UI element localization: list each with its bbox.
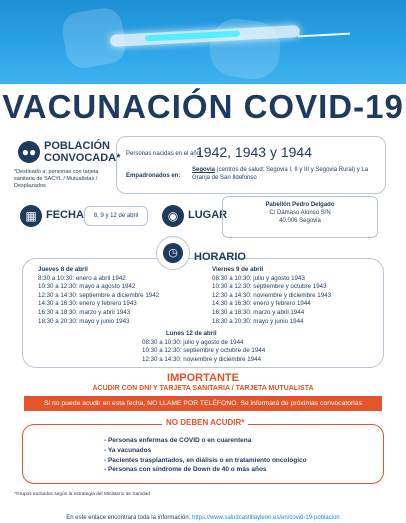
schedule-row: 14:30 a 16:30: enero y febrero 1943 bbox=[38, 300, 137, 308]
schedule-row: 10:30 a 12:30: septiembre y octubre 1943 bbox=[212, 283, 327, 291]
empadronados-value bbox=[192, 166, 382, 182]
footer-info bbox=[0, 515, 406, 521]
birth-years: 1942, 1943 y 1944 bbox=[196, 144, 312, 160]
jueves-column bbox=[38, 266, 159, 326]
destinado-note: *Destinado a: personas con tarjeta sanitaria de SACYL / Mutualistas / Desplazados bbox=[14, 169, 99, 189]
lugar-label: LUGAR bbox=[188, 209, 228, 221]
schedule-row: 12:30 a 14:30: septiembre a diciembre 1942 bbox=[38, 291, 160, 299]
lugar-line1: Pabellón Pedro Delgado bbox=[265, 202, 335, 208]
fecha-label: FECHA bbox=[46, 209, 84, 221]
schedule-row: 12:30 a 14:30: noviembre y diciembre 1943 bbox=[212, 291, 332, 299]
lugar-line3: 40.006 Segovia bbox=[279, 218, 321, 224]
schedule-row: 8:30 a 10:30: enero a abril 1942 bbox=[38, 274, 126, 282]
schedule-row: 18:30 a 20:30: mayo y junio 1944 bbox=[212, 317, 304, 325]
lunes-column bbox=[142, 330, 265, 364]
schedule-row: 16:30 a 18:30: marzo y abril 1944 bbox=[212, 308, 305, 316]
horario-heading: HORARIO bbox=[194, 251, 246, 263]
day-heading: Jueves 8 de abril bbox=[38, 266, 88, 273]
viernes-column bbox=[212, 266, 331, 326]
lugar-line2: C/ Dámaso Alonso S/N bbox=[269, 210, 331, 216]
nacidas-label: Personas nacidas en el año: bbox=[126, 151, 202, 157]
segovia-detail: (centros de salud: Segovia I, II y III y Segovia Rural) y La Granja de San Ildefonso bbox=[192, 167, 369, 181]
location-pin-icon: ◉ bbox=[162, 205, 184, 227]
list-item: - Ya vacunados bbox=[104, 446, 152, 454]
schedule-row: 10:30 a 12:30: septiembre y octubre de 1944 bbox=[142, 347, 266, 355]
info-link[interactable]: https://www.saludcastillayleon.es/en/covid-19-poblacion bbox=[192, 515, 340, 521]
lugar-box bbox=[222, 196, 378, 238]
schedule-row: 12:30 a 14:30: noviembre y diciembre 1944 bbox=[142, 355, 262, 363]
needle-icon bbox=[298, 33, 350, 38]
schedule-row: 14:30 a 16:30: enero y febrero 1944 bbox=[212, 300, 311, 308]
importante-heading: IMPORTANTE bbox=[167, 372, 239, 384]
schedule-row: 08:30 a 10:30: julio y agosto 1943 bbox=[212, 274, 305, 282]
hero-vaccine-image bbox=[0, 0, 406, 84]
clock-badge bbox=[156, 236, 190, 270]
acudir-note: ACUDIR CON DNI Y TARJETA SANITARIA / TARJETA MUTUALISTA bbox=[92, 385, 314, 392]
day-heading: Lunes 12 de abril bbox=[166, 330, 217, 337]
no-llame-banner: Si no puede acudir en esta fecha, NO LLAME POR TELÉFONO. Se informará de próximas convocatorias bbox=[24, 396, 382, 411]
schedule-row: 16:30 a 18:30: marzo y abril 1943 bbox=[38, 308, 131, 316]
calendar-icon: ▦ bbox=[20, 205, 42, 227]
segovia-link: Segovia bbox=[192, 167, 216, 173]
poblacion-heading-line2: CONVOCADA* bbox=[44, 152, 121, 164]
footnote: *Grupos excluidos según la estrategia del Ministerio de Sanidad bbox=[14, 492, 150, 497]
schedule-row: 10:30 a 12:30: mayo a agosto 1942 bbox=[38, 283, 136, 291]
list-item: - Pacientes trasplantados, en diálisis o en tratamiento oncológico bbox=[104, 456, 307, 464]
day-heading: Viernes 9 de abril bbox=[212, 266, 264, 273]
fecha-value: 8, 9 y 12 de abril bbox=[84, 206, 148, 226]
poblacion-heading-line1: POBLACIÓN bbox=[44, 140, 110, 152]
schedule-row: 18:30 a 20:30: mayo y junio 1943 bbox=[38, 317, 130, 325]
page-title: VACUNACIÓN COVID-19 bbox=[2, 88, 404, 125]
people-icon: ●● bbox=[18, 141, 40, 163]
poblacion-heading bbox=[44, 140, 120, 164]
schedule-row: 08:30 a 10:30: julio y agosto de 1944 bbox=[142, 338, 244, 346]
list-item: - Personas enfermas de COVID o en cuarentena bbox=[104, 437, 252, 444]
clock-icon: ◷ bbox=[163, 243, 183, 263]
empadronados-label: Empadronados en: bbox=[126, 173, 181, 179]
no-deben-heading: NO DEBEN ACUDIR* bbox=[162, 418, 248, 427]
footer-text: En este enlace encontrará toda la información: bbox=[66, 515, 192, 521]
no-deben-list bbox=[104, 436, 307, 475]
list-item: - Personas con síndrome de Down de 40 o más años bbox=[104, 466, 267, 474]
